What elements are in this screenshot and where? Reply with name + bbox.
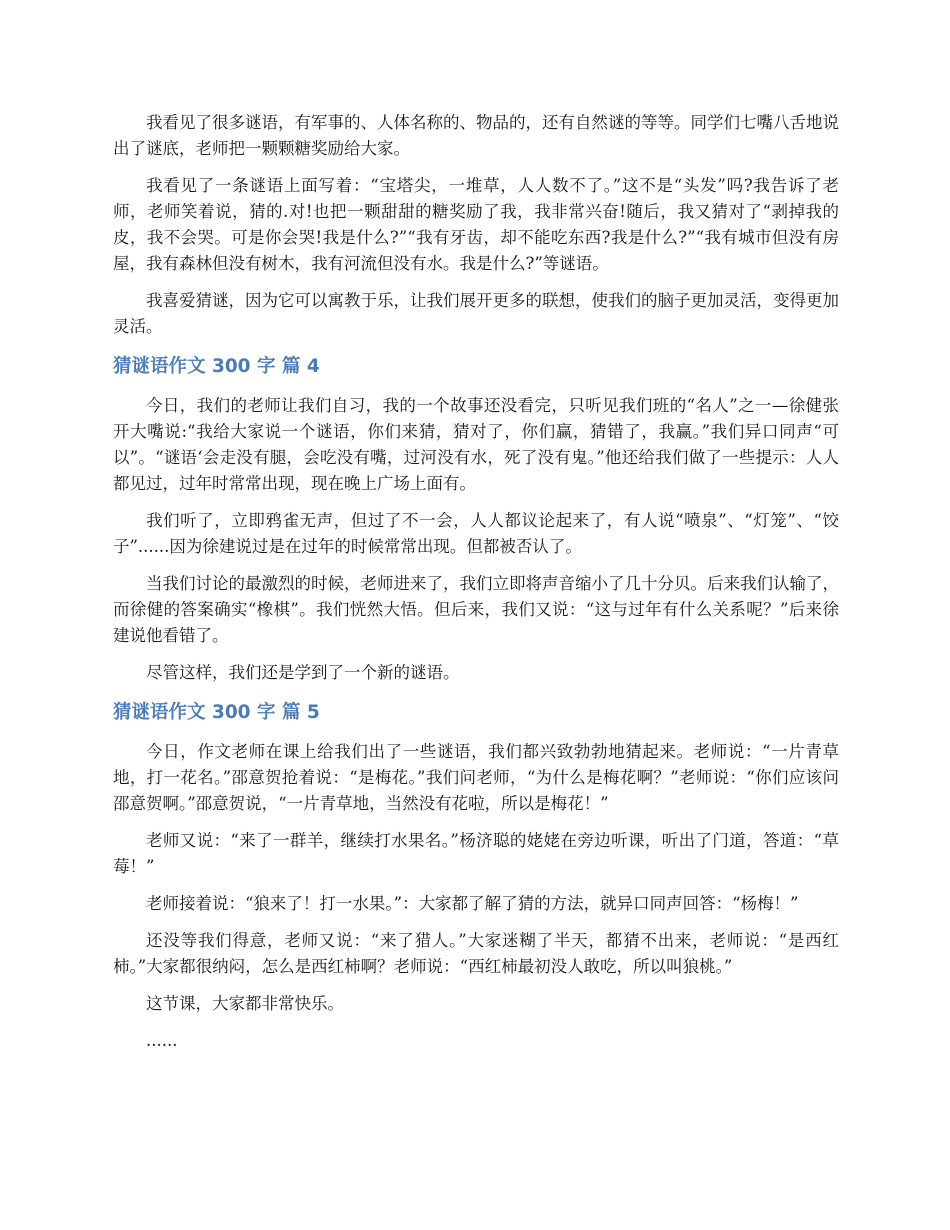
paragraph: 我们听了，立即鸦雀无声，但过了不一会，人人都议论起来了，有人说“喷泉”、“灯笼”、“饺子”......因为徐建说过是在过年的时候常常出现。但都被否认了。 [113, 511, 839, 556]
ellipsis-line: ...... [146, 1031, 178, 1050]
paragraph: 今日，作文老师在课上给我们出了一些谜语，我们都兴致勃勃地猜起来。老师说：“一片青草地，打一花名。”邵意贺抢着说：“是梅花。”我们问老师，“为什么是梅花啊？”老师说：“你们应该问邵意贺啊。”邵意贺说，“一片青草地，当然没有花啦，所以是梅花！” [113, 742, 839, 813]
paragraph: 我喜爱猜谜，因为它可以寓教于乐，让我们展开更多的联想，使我们的脑子更加灵活，变得更加灵活。 [113, 291, 839, 336]
intro-section [113, 110, 839, 340]
section-heading: 猜谜语作文 300 字 篇 4 [113, 356, 320, 377]
paragraph: 老师又说：“来了一群羊，继续打水果名。”杨济聪的姥姥在旁边听课，听出了门道，答道：“草莓！” [113, 831, 839, 876]
paragraph: 还没等我们得意，老师又说：“来了猎人。”大家迷糊了半天，都猜不出来，老师说：“是西红柿。”大家都很纳闷，怎么是西红柿啊？老师说：“西红柿最初没人敢吃，所以叫狼桃。” [113, 931, 839, 976]
paragraph: 这节课，大家都非常快乐。 [146, 994, 344, 1013]
section-heading: 猜谜语作文 300 字 篇 5 [113, 702, 320, 723]
section-4 [113, 354, 839, 686]
paragraph: 尽管这样，我们还是学到了一个新的谜语。 [146, 663, 460, 682]
paragraph: 当我们讨论的最激烈的时候，老师进来了，我们立即将声音缩小了几十分贝。后来我们认输了，而徐健的答案确实“橡棋”。我们恍然大悟。但后来，我们又说：“这与过年有什么关系呢？”后来徐建说他看错了。 [113, 574, 839, 645]
paragraph: 我看见了一条谜语上面写着：“宝塔尖，一堆草，人人数不了。”这不是“头发”吗?我告诉了老师，老师笑着说，猜的.对!也把一颗甜甜的糖奖励了我，我非常兴奋!随后，我又猜对了“剥掉我的皮，我不会哭。可是你会哭!我是什么?”“我有牙齿，却不能吃东西?我是什么?”“我有城市但没有房屋，我有森林但没有树木，我有河流但没有水。我是什么?”等谜语。 [113, 176, 839, 273]
paragraph: 老师接着说：“狼来了！打一水果。”：大家都了解了猜的方法，就异口同声回答：“杨梅！” [146, 894, 799, 913]
paragraph: 今日，我们的老师让我们自习，我的一个故事还没看完，只听见我们班的“名人”之一—徐健张开大嘴说:“我给大家说一个谜语，你们来猜，猜对了，你们赢，猜错了，我赢。”我们异口同声“可以”。“谜语‘会走没有腿，会吃没有嘴，过河没有水，死了没有鬼。”他还给我们做了一些提示：人人都见过，过年时常常出现，现在晚上广场上面有。 [113, 396, 839, 493]
section-5 [113, 700, 839, 1054]
paragraph: 我看见了很多谜语，有军事的、人体名称的、物品的，还有自然谜的等等。同学们七嘴八舌地说出了谜底，老师把一颗颗糖奖励给大家。 [113, 113, 839, 158]
